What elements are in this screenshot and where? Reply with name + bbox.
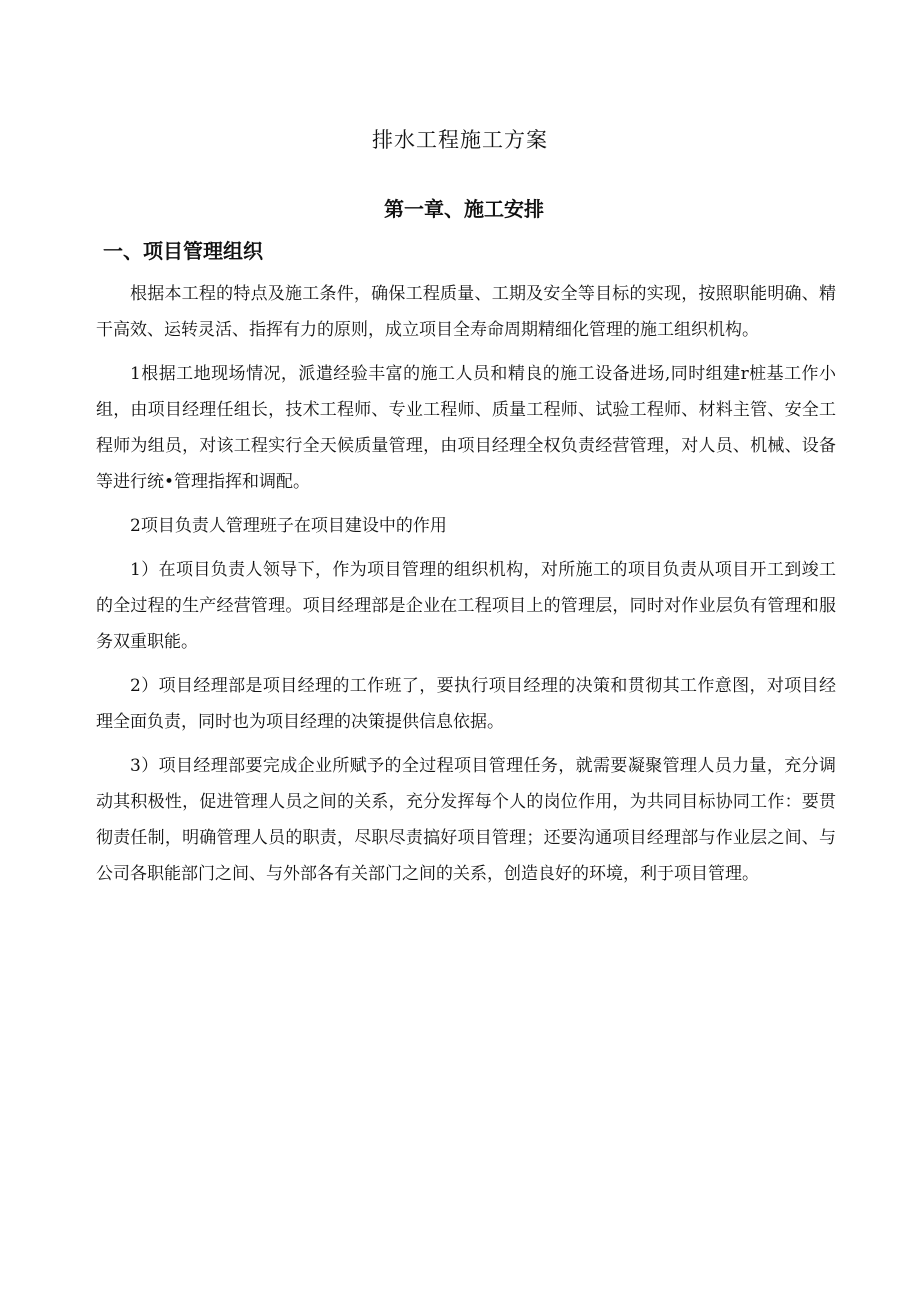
paragraph-intro: 根据本工程的特点及施工条件，确保工程质量、工期及安全等目标的实现，按照职能明确、精干高效、运转灵活、指挥有力的原则，成立项目全寿命周期精细化管理的施工组织机构。 (96, 284, 836, 340)
paragraph-sub-1: 1）在项目负责人领导下，作为项目管理的组织机构，对所施工的项目负责从项目开工到竣工的全过程的生产经营管理。项目经理部是企业在工程项目上的管理层，同时对作业层负有管理和服务双重职能。 (96, 560, 836, 652)
paragraph-sub-3: 3）项目经理部要完成企业所赋予的全过程项目管理任务，就需要凝聚管理人员力量，充分调动其积极性，促进管理人员之间的关系，充分发挥每个人的岗位作用，为共同目标协同工作：要贯彻责任制，明确管理人员的职责，尽职尽责搞好项目管理；还要沟通项目经理部与作业层之间、与公司各职能部门之间、与外部各有关部门之间的关系，创造良好的环境，利于项目管理。 (96, 756, 836, 884)
paragraph-item-1: 1根据工地现场情况，派遣经验丰富的施工人员和精良的施工设备进场,同时组建r桩基工作小组，由项目经理任组长，技术工程师、专业工程师、质量工程师、试验工程师、材料主管、安全工程师为组员，对该工程实行全天候质量管理，由项目经理全权负责经营管理，对人员、机械、设备等进行统•管理指挥和调配。 (96, 364, 836, 492)
chapter-title: 第一章、施工安排 (384, 197, 544, 221)
document-title: 排水工程施工方案 (372, 128, 548, 152)
document-body (96, 276, 836, 900)
section-heading: 一、项目管理组织 (103, 239, 263, 263)
paragraph-item-2-heading: 2项目负责人管理班子在项目建设中的作用 (130, 516, 447, 536)
paragraph-sub-2: 2）项目经理部是项目经理的工作班了，要执行项目经理的决策和贯彻其工作意图，对项目经理全面负责，同时也为项目经理的决策提供信息依据。 (96, 676, 836, 732)
